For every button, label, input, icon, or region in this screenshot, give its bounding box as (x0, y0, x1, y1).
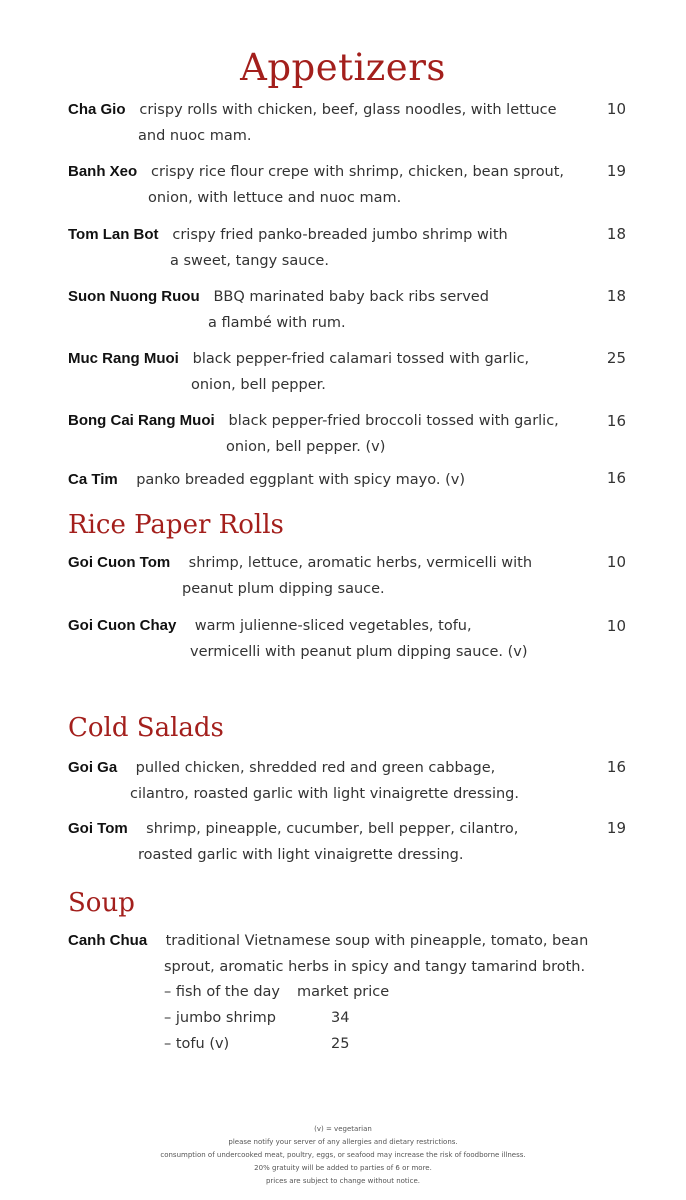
footer-line: (v) = vegetarian (314, 1125, 372, 1133)
item-description: crispy fried panko-breaded jumbo shrimp with (172, 227, 508, 243)
item-description-cont: a sweet, tangy sauce. (170, 253, 329, 269)
menu-item (68, 613, 628, 665)
item-price: 19 (606, 162, 626, 180)
item-name: Goi Cuon Tom (68, 554, 171, 571)
item-price: 18 (606, 225, 626, 243)
soup-option-price: 34 (331, 1010, 350, 1026)
menu-item (68, 284, 628, 336)
item-description: black pepper-fried broccoli tossed with garlic, (228, 413, 559, 429)
item-description: panko breaded eggplant with spicy mayo. (v) (136, 472, 465, 488)
menu-footer (0, 1123, 686, 1188)
item-description: pulled chicken, shredded red and green cabbage, (135, 760, 496, 776)
soup-option (164, 984, 390, 1000)
item-description-cont: onion, bell pepper. (v) (226, 439, 386, 455)
footer-line: prices are subject to change without notice. (265, 1177, 420, 1185)
item-description-cont: onion, with lettuce and nuoc mam. (148, 190, 402, 206)
item-description: shrimp, pineapple, cucumber, bell pepper, cilantro, (146, 821, 519, 837)
item-price: 16 (606, 469, 626, 487)
item-description-cont: and nuoc mam. (138, 128, 252, 144)
item-description-cont: onion, bell pepper. (191, 377, 326, 393)
soup-option-price: market price (297, 984, 390, 1000)
item-description: crispy rolls with chicken, beef, glass noodles, with lettuce (139, 102, 557, 118)
item-description-cont: sprout, aromatic herbs in spicy and tangy tamarind broth. (164, 959, 586, 975)
soup-option-label: – fish of the day (164, 984, 281, 1000)
item-description-cont: roasted garlic with light vinaigrette dressing. (138, 847, 464, 863)
item-description-cont: cilantro, roasted garlic with light vinaigrette dressing. (130, 786, 519, 802)
soup-option-label: – jumbo shrimp (164, 1010, 276, 1026)
soup-option-label: – tofu (v) (164, 1036, 230, 1052)
item-price: 19 (606, 819, 626, 837)
section-title-rice-paper-rolls: Rice Paper Rolls (68, 510, 284, 540)
item-price: 10 (606, 553, 626, 571)
item-price: 16 (606, 758, 626, 776)
soup-option (164, 1036, 350, 1052)
item-price: 18 (606, 287, 626, 305)
section-title-soup: Soup (68, 888, 135, 918)
item-price: 16 (606, 412, 626, 430)
item-name: Muc Rang Muoi (68, 350, 179, 367)
item-description: BBQ marinated baby back ribs served (213, 289, 489, 305)
item-name: Canh Chua (68, 932, 148, 949)
item-price: 10 (606, 617, 626, 635)
item-price: 10 (606, 100, 626, 118)
footer-line: consumption of undercooked meat, poultry, eggs, or seafood may increase the risk of foodborne illness. (160, 1151, 526, 1159)
menu-item (68, 550, 628, 602)
menu-item (68, 928, 628, 980)
item-name: Cha Gio (68, 101, 126, 118)
menu-item (68, 222, 628, 274)
item-name: Bong Cai Rang Muoi (68, 412, 215, 429)
section-title-appetizers: Appetizers (240, 46, 446, 89)
soup-option (164, 1010, 350, 1026)
item-name: Banh Xeo (68, 163, 138, 180)
section-title-cold-salads: Cold Salads (68, 713, 224, 743)
item-description-cont: a flambé with rum. (208, 315, 346, 331)
item-description: traditional Vietnamese soup with pineapple, tomato, bean (165, 933, 589, 949)
item-description: black pepper-fried calamari tossed with garlic, (192, 351, 530, 367)
menu-item (68, 408, 628, 460)
item-description: shrimp, lettuce, aromatic herbs, vermicelli with (188, 555, 533, 571)
item-description: warm julienne-sliced vegetables, tofu, (194, 618, 472, 634)
menu-item (68, 97, 628, 149)
item-name: Goi Cuon Chay (68, 617, 177, 634)
item-name: Suon Nuong Ruou (68, 288, 200, 305)
item-name: Goi Tom (68, 820, 128, 837)
menu-item (68, 159, 628, 211)
item-name: Ca Tim (68, 471, 118, 488)
footer-line: 20% gratuity will be added to parties of 6 or more. (254, 1164, 432, 1172)
footer-line: please notify your server of any allergies and dietary restrictions. (228, 1138, 458, 1146)
item-description: crispy rice flour crepe with shrimp, chicken, bean sprout, (151, 164, 565, 180)
item-name: Goi Ga (68, 759, 118, 776)
menu-item (68, 467, 628, 493)
soup-option-price: 25 (331, 1036, 350, 1052)
item-description-cont: peanut plum dipping sauce. (182, 581, 385, 597)
menu-item (68, 816, 628, 868)
menu-item (68, 755, 628, 807)
menu-item (68, 346, 628, 398)
item-name: Tom Lan Bot (68, 226, 159, 243)
item-description-cont: vermicelli with peanut plum dipping sauce. (v) (190, 644, 528, 660)
item-price: 25 (606, 349, 626, 367)
